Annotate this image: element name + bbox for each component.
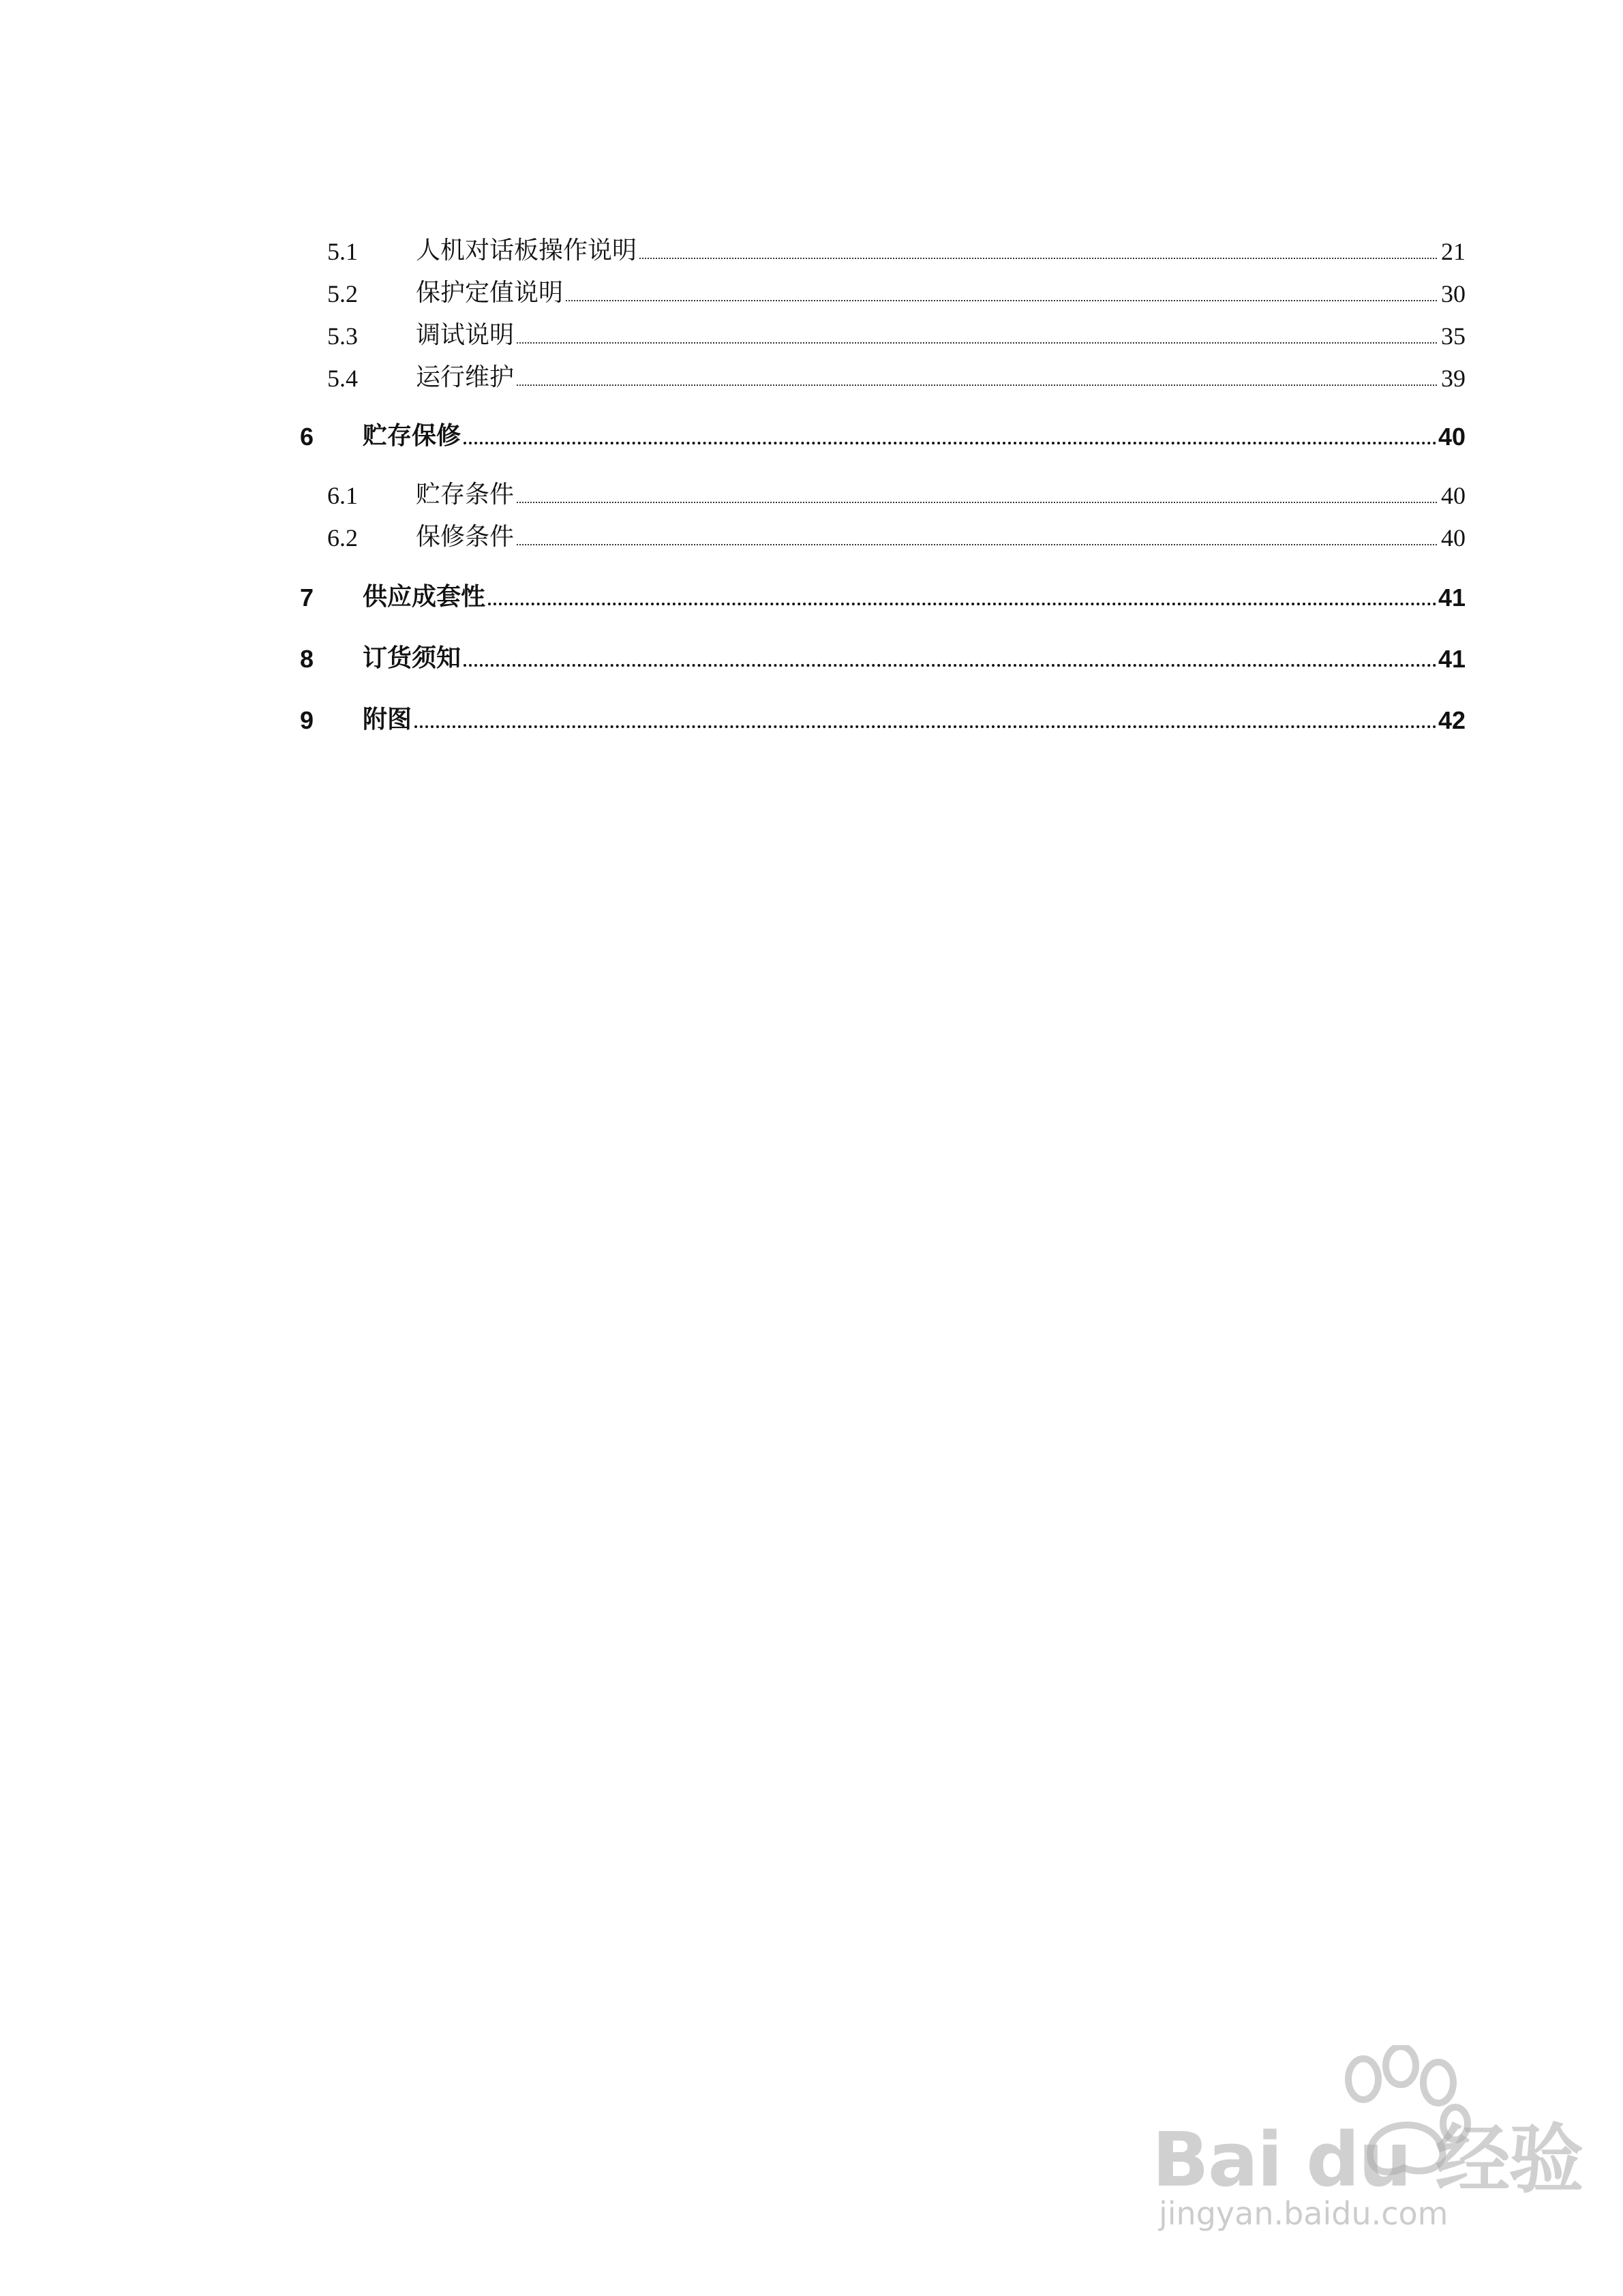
toc-entry-number: 6.1 [327, 482, 358, 509]
toc-entry-page: 41 [1438, 584, 1466, 611]
toc-entry-number: 7 [300, 584, 314, 611]
baidu-jingyan-watermark [1145, 2045, 1583, 2250]
toc-entry-number: 6 [300, 423, 314, 451]
dot-leader [464, 442, 1437, 444]
watermark-logo-text: Bai du 经验 [1152, 2116, 1583, 2203]
dot-leader [517, 544, 1437, 545]
dot-leader [464, 664, 1437, 667]
toc-entry-number: 5.3 [327, 322, 358, 350]
toc-entry-page: 42 [1438, 706, 1466, 734]
dot-leader [566, 300, 1437, 301]
dot-leader [517, 502, 1437, 503]
dot-leader [488, 603, 1437, 605]
toc-entry-number: 5.1 [327, 238, 358, 265]
toc-entry-page: 21 [1441, 238, 1466, 265]
toc-entry-6-1[interactable] [293, 469, 1466, 510]
dot-leader [639, 258, 1437, 259]
toc-entry-5-4[interactable] [293, 352, 1466, 393]
toc-entry-page: 40 [1441, 482, 1466, 509]
toc-entry-page: 39 [1441, 365, 1466, 392]
paw-icon [1322, 2045, 1472, 2181]
toc-entry-number: 6.2 [327, 524, 358, 552]
toc-entry-number: 9 [300, 706, 314, 734]
toc-entry-title: 保护定值说明 [416, 279, 564, 306]
dot-leader [517, 384, 1437, 386]
toc-entry-7[interactable] [293, 571, 1466, 612]
toc-entry-page: 35 [1441, 322, 1466, 350]
toc-entry-title: 保修条件 [416, 523, 515, 550]
toc-entry-title: 调试说明 [416, 321, 515, 348]
watermark-url: jingyan.baidu.com [1159, 2195, 1448, 2232]
toc-entry-5-1[interactable] [293, 225, 1466, 266]
toc-entry-title: 附图 [363, 705, 412, 733]
toc-entry-8[interactable] [293, 633, 1466, 674]
toc-entry-title: 供应成套性 [363, 582, 486, 610]
toc-entry-9[interactable] [293, 694, 1466, 735]
toc-entry-number: 5.2 [327, 280, 358, 307]
toc-entry-5-3[interactable] [293, 309, 1466, 350]
toc-entry-number: 5.4 [327, 365, 358, 392]
toc-entry-title: 贮存条件 [416, 481, 515, 508]
toc-entry-title: 人机对话板操作说明 [416, 237, 637, 264]
toc-entry-title: 运行维护 [416, 363, 515, 391]
toc-entry-number: 8 [300, 645, 314, 673]
toc-entry-page: 40 [1441, 524, 1466, 552]
dot-leader [414, 725, 1437, 728]
toc-entry-page: 30 [1441, 280, 1466, 307]
toc-entry-page: 40 [1438, 423, 1466, 451]
toc-entry-page: 41 [1438, 645, 1466, 673]
toc-entry-5-2[interactable] [293, 267, 1466, 308]
toc-entry-6-2[interactable] [293, 511, 1466, 552]
toc-entry-title: 贮存保修 [363, 421, 461, 449]
toc-entry-6[interactable] [293, 410, 1466, 451]
toc-entry-title: 订货须知 [363, 644, 461, 671]
dot-leader [517, 342, 1437, 344]
